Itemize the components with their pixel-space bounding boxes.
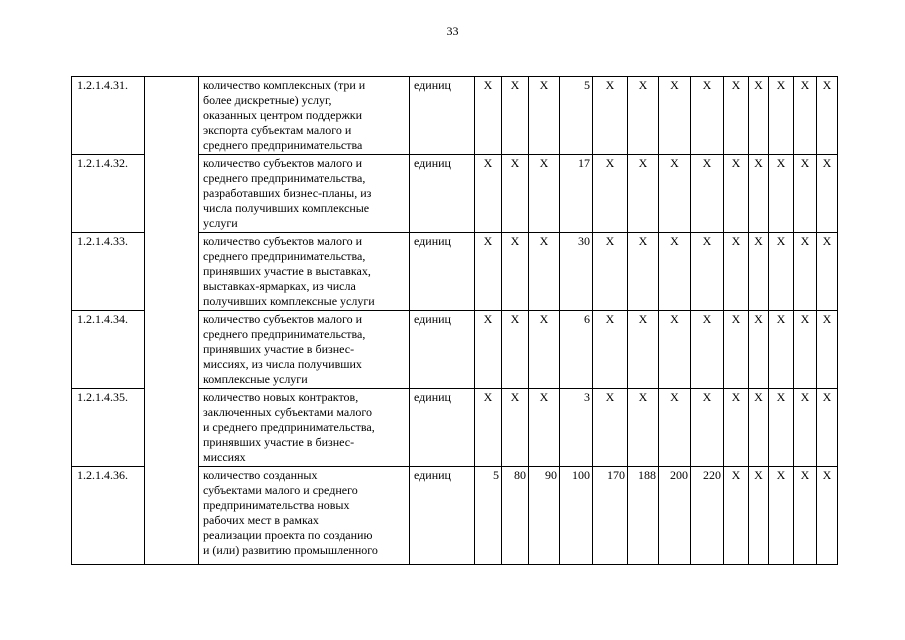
value-cell: Х — [502, 311, 529, 389]
description-line: рабочих мест в рамках — [203, 513, 319, 527]
value-cell: Х — [769, 77, 794, 155]
value-cell: Х — [475, 311, 502, 389]
description-line: более дискретные) услуг, — [203, 93, 332, 107]
value-cell: Х — [749, 233, 769, 311]
empty-column-cell — [145, 77, 199, 565]
value-cell: Х — [529, 233, 560, 311]
value-cell: Х — [817, 155, 838, 233]
description-line: миссиях — [203, 450, 246, 464]
value-cell: 90 — [529, 467, 560, 565]
description-line: реализации проекта по созданию — [203, 528, 373, 542]
row-unit: единиц — [410, 233, 475, 311]
value-cell: 100 — [560, 467, 593, 565]
value-cell: Х — [475, 77, 502, 155]
value-cell: Х — [749, 389, 769, 467]
value-cell: Х — [628, 77, 659, 155]
value-cell: Х — [817, 467, 838, 565]
row-code: 1.2.1.4.35. — [72, 389, 145, 467]
description-line: субъектами малого и среднего — [203, 483, 358, 497]
value-cell: Х — [659, 389, 691, 467]
value-cell: 3 — [560, 389, 593, 467]
value-cell: Х — [659, 311, 691, 389]
description-line: принявших участие в выставках, — [203, 264, 371, 278]
value-cell: Х — [817, 389, 838, 467]
row-description — [199, 389, 410, 467]
value-cell: Х — [794, 389, 817, 467]
value-cell: 6 — [560, 311, 593, 389]
value-cell: Х — [769, 311, 794, 389]
row-description — [199, 77, 410, 155]
description-line: среднего предпринимательства — [203, 138, 363, 152]
value-cell: 220 — [691, 467, 724, 565]
value-cell: Х — [529, 389, 560, 467]
value-cell: Х — [769, 233, 794, 311]
value-cell: Х — [659, 155, 691, 233]
row-unit: единиц — [410, 311, 475, 389]
description-line: количество новых контрактов, — [203, 390, 359, 404]
value-cell: 5 — [560, 77, 593, 155]
value-cell: 30 — [560, 233, 593, 311]
value-cell: Х — [628, 311, 659, 389]
value-cell: Х — [475, 233, 502, 311]
description-line: принявших участие в бизнес- — [203, 342, 355, 356]
indicator-table — [71, 76, 838, 565]
description-line: среднего предпринимательства, — [203, 327, 366, 341]
value-cell: Х — [769, 389, 794, 467]
value-cell: Х — [502, 77, 529, 155]
value-cell: Х — [817, 311, 838, 389]
value-cell: Х — [529, 155, 560, 233]
value-cell: Х — [593, 389, 628, 467]
value-cell: Х — [749, 77, 769, 155]
value-cell: Х — [691, 233, 724, 311]
row-code: 1.2.1.4.36. — [72, 467, 145, 565]
value-cell: 200 — [659, 467, 691, 565]
value-cell: 188 — [628, 467, 659, 565]
description-line: и среднего предпринимательства, — [203, 420, 375, 434]
value-cell: Х — [724, 155, 749, 233]
value-cell: Х — [593, 233, 628, 311]
value-cell: Х — [794, 467, 817, 565]
value-cell: Х — [724, 467, 749, 565]
row-code: 1.2.1.4.32. — [72, 155, 145, 233]
description-line: количество субъектов малого и — [203, 312, 363, 326]
row-description — [199, 155, 410, 233]
value-cell: Х — [659, 233, 691, 311]
description-line: принявших участие в бизнес- — [203, 435, 355, 449]
value-cell: Х — [593, 311, 628, 389]
value-cell: Х — [628, 389, 659, 467]
value-cell: Х — [724, 389, 749, 467]
value-cell: Х — [691, 389, 724, 467]
value-cell: Х — [817, 77, 838, 155]
description-line: экспорта субъектам малого и — [203, 123, 352, 137]
value-cell: Х — [749, 155, 769, 233]
description-line: выставках-ярмарках, из числа — [203, 279, 356, 293]
value-cell: Х — [502, 389, 529, 467]
value-cell: 170 — [593, 467, 628, 565]
description-line: количество созданных — [203, 468, 318, 482]
value-cell: 80 — [502, 467, 529, 565]
value-cell: Х — [794, 311, 817, 389]
value-cell: Х — [769, 467, 794, 565]
description-line: числа получивших комплексные — [203, 201, 370, 215]
row-unit: единиц — [410, 467, 475, 565]
value-cell: Х — [769, 155, 794, 233]
value-cell: Х — [628, 155, 659, 233]
value-cell: Х — [502, 233, 529, 311]
row-unit: единиц — [410, 389, 475, 467]
value-cell: 17 — [560, 155, 593, 233]
value-cell: Х — [724, 77, 749, 155]
page-number: 33 — [446, 24, 459, 38]
value-cell: 5 — [475, 467, 502, 565]
description-line: и (или) развитию промышленного — [203, 543, 378, 557]
row-unit: единиц — [410, 77, 475, 155]
value-cell: Х — [529, 311, 560, 389]
table-row — [72, 77, 838, 155]
description-line: количество субъектов малого и — [203, 156, 363, 170]
description-line: комплексные услуги — [203, 372, 308, 386]
value-cell: Х — [749, 311, 769, 389]
value-cell: Х — [691, 155, 724, 233]
value-cell: Х — [794, 77, 817, 155]
description-line: разработавших бизнес-планы, из — [203, 186, 372, 200]
value-cell: Х — [593, 77, 628, 155]
value-cell: Х — [691, 311, 724, 389]
description-line: среднего предпринимательства, — [203, 171, 366, 185]
description-line: предпринимательства новых — [203, 498, 350, 512]
value-cell: Х — [475, 155, 502, 233]
value-cell: Х — [691, 77, 724, 155]
row-unit: единиц — [410, 155, 475, 233]
value-cell: Х — [794, 155, 817, 233]
row-description — [199, 311, 410, 389]
row-code: 1.2.1.4.33. — [72, 233, 145, 311]
description-line: количество комплексных (три и — [203, 78, 366, 92]
value-cell: Х — [593, 155, 628, 233]
description-line: получивших комплексные услуги — [203, 294, 375, 308]
description-line: заключенных субъектами малого — [203, 405, 372, 419]
value-cell: Х — [628, 233, 659, 311]
row-code: 1.2.1.4.34. — [72, 311, 145, 389]
value-cell: Х — [724, 311, 749, 389]
value-cell: Х — [502, 155, 529, 233]
description-line: количество субъектов малого и — [203, 234, 363, 248]
value-cell: Х — [659, 77, 691, 155]
value-cell: Х — [529, 77, 560, 155]
description-line: среднего предпринимательства, — [203, 249, 366, 263]
description-line: услуги — [203, 216, 238, 230]
row-description — [199, 233, 410, 311]
value-cell: Х — [475, 389, 502, 467]
value-cell: Х — [794, 233, 817, 311]
row-description — [199, 467, 410, 565]
row-code: 1.2.1.4.31. — [72, 77, 145, 155]
value-cell: Х — [749, 467, 769, 565]
value-cell: Х — [817, 233, 838, 311]
description-line: миссиях, из числа получивших — [203, 357, 362, 371]
description-line: оказанных центром поддержки — [203, 108, 363, 122]
value-cell: Х — [724, 233, 749, 311]
